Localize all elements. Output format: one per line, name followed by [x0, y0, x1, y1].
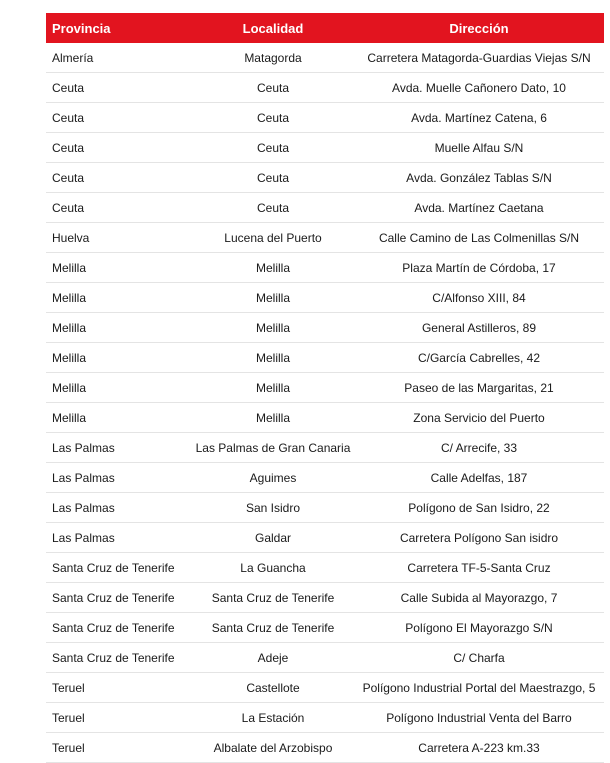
cell-localidad: Melilla	[192, 403, 354, 433]
table-body	[46, 43, 604, 763]
cell-provincia: Las Palmas	[46, 493, 192, 523]
cell-provincia: Melilla	[46, 403, 192, 433]
cell-direccion: General Astilleros, 89	[354, 313, 604, 343]
table-row	[46, 283, 604, 313]
table-row	[46, 643, 604, 673]
table-row	[46, 373, 604, 403]
cell-localidad: Melilla	[192, 343, 354, 373]
table-row	[46, 343, 604, 373]
cell-provincia: Ceuta	[46, 103, 192, 133]
cell-provincia: Santa Cruz de Tenerife	[46, 613, 192, 643]
cell-localidad: Matagorda	[192, 43, 354, 73]
cell-localidad: Melilla	[192, 253, 354, 283]
cell-direccion: Zona Servicio del Puerto	[354, 403, 604, 433]
cell-localidad: Galdar	[192, 523, 354, 553]
cell-provincia: Melilla	[46, 373, 192, 403]
cell-provincia: Melilla	[46, 253, 192, 283]
cell-provincia: Santa Cruz de Tenerife	[46, 553, 192, 583]
cell-provincia: Melilla	[46, 343, 192, 373]
table-header	[46, 13, 604, 43]
table-row	[46, 73, 604, 103]
cell-direccion: Carretera TF-5-Santa Cruz	[354, 553, 604, 583]
cell-provincia: Ceuta	[46, 193, 192, 223]
cell-localidad: Las Palmas de Gran Canaria	[192, 433, 354, 463]
cell-direccion: Carretera A-223 km.33	[354, 733, 604, 763]
cell-provincia: Melilla	[46, 313, 192, 343]
table-row	[46, 493, 604, 523]
cell-localidad: Ceuta	[192, 73, 354, 103]
header-localidad: Localidad	[192, 13, 354, 43]
cell-provincia: Melilla	[46, 283, 192, 313]
cell-direccion: Paseo de las Margaritas, 21	[354, 373, 604, 403]
cell-provincia: Teruel	[46, 703, 192, 733]
cell-provincia: Ceuta	[46, 73, 192, 103]
cell-provincia: Las Palmas	[46, 433, 192, 463]
cell-localidad: Melilla	[192, 283, 354, 313]
table-row	[46, 403, 604, 433]
cell-localidad: Melilla	[192, 313, 354, 343]
cell-localidad: La Guancha	[192, 553, 354, 583]
cell-direccion: C/ Charfa	[354, 643, 604, 673]
cell-provincia: Huelva	[46, 223, 192, 253]
table-row	[46, 313, 604, 343]
table-row	[46, 133, 604, 163]
table-row	[46, 523, 604, 553]
cell-localidad: Castellote	[192, 673, 354, 703]
cell-localidad: San Isidro	[192, 493, 354, 523]
table-row	[46, 613, 604, 643]
cell-direccion: Avda. Martínez Catena, 6	[354, 103, 604, 133]
cell-direccion: Plaza Martín de Córdoba, 17	[354, 253, 604, 283]
cell-direccion: Calle Subida al Mayorazgo, 7	[354, 583, 604, 613]
cell-direccion: C/ Arrecife, 33	[354, 433, 604, 463]
cell-provincia: Ceuta	[46, 133, 192, 163]
cell-direccion: C/García Cabrelles, 42	[354, 343, 604, 373]
table-row	[46, 223, 604, 253]
table-row	[46, 583, 604, 613]
table-row	[46, 673, 604, 703]
cell-direccion: Calle Adelfas, 187	[354, 463, 604, 493]
cell-direccion: Carretera Polígono San isidro	[354, 523, 604, 553]
cell-localidad: Ceuta	[192, 103, 354, 133]
cell-provincia: Santa Cruz de Tenerife	[46, 583, 192, 613]
cell-direccion: Polígono Industrial Portal del Maestrazgo, 5	[354, 673, 604, 703]
locations-table-container	[46, 13, 604, 763]
cell-localidad: Lucena del Puerto	[192, 223, 354, 253]
header-row	[46, 13, 604, 43]
cell-localidad: Ceuta	[192, 133, 354, 163]
table-row	[46, 253, 604, 283]
cell-direccion: Carretera Matagorda-Guardias Viejas S/N	[354, 43, 604, 73]
table-row	[46, 463, 604, 493]
table-row	[46, 553, 604, 583]
cell-localidad: Santa Cruz de Tenerife	[192, 613, 354, 643]
cell-localidad: Melilla	[192, 373, 354, 403]
cell-localidad: Santa Cruz de Tenerife	[192, 583, 354, 613]
cell-localidad: Adeje	[192, 643, 354, 673]
cell-direccion: Polígono El Mayorazgo S/N	[354, 613, 604, 643]
cell-direccion: C/Alfonso XIII, 84	[354, 283, 604, 313]
cell-localidad: Ceuta	[192, 163, 354, 193]
cell-localidad: Ceuta	[192, 193, 354, 223]
table-row	[46, 163, 604, 193]
cell-provincia: Ceuta	[46, 163, 192, 193]
header-provincia: Provincia	[46, 13, 192, 43]
cell-direccion: Avda. González Tablas S/N	[354, 163, 604, 193]
cell-localidad: Aguimes	[192, 463, 354, 493]
cell-direccion: Polígono de San Isidro, 22	[354, 493, 604, 523]
cell-localidad: Albalate del Arzobispo	[192, 733, 354, 763]
cell-direccion: Avda. Martínez Caetana	[354, 193, 604, 223]
cell-provincia: Teruel	[46, 733, 192, 763]
cell-direccion: Muelle Alfau S/N	[354, 133, 604, 163]
cell-direccion: Calle Camino de Las Colmenillas S/N	[354, 223, 604, 253]
table-row	[46, 103, 604, 133]
cell-provincia: Teruel	[46, 673, 192, 703]
cell-provincia: Almería	[46, 43, 192, 73]
cell-direccion: Polígono Industrial Venta del Barro	[354, 703, 604, 733]
table-row	[46, 703, 604, 733]
table-row	[46, 193, 604, 223]
cell-direccion: Avda. Muelle Cañonero Dato, 10	[354, 73, 604, 103]
table-row	[46, 733, 604, 763]
header-direccion: Dirección	[354, 13, 604, 43]
cell-provincia: Las Palmas	[46, 463, 192, 493]
cell-provincia: Santa Cruz de Tenerife	[46, 643, 192, 673]
table-row	[46, 433, 604, 463]
cell-localidad: La Estación	[192, 703, 354, 733]
locations-table	[46, 13, 604, 763]
cell-provincia: Las Palmas	[46, 523, 192, 553]
table-row	[46, 43, 604, 73]
